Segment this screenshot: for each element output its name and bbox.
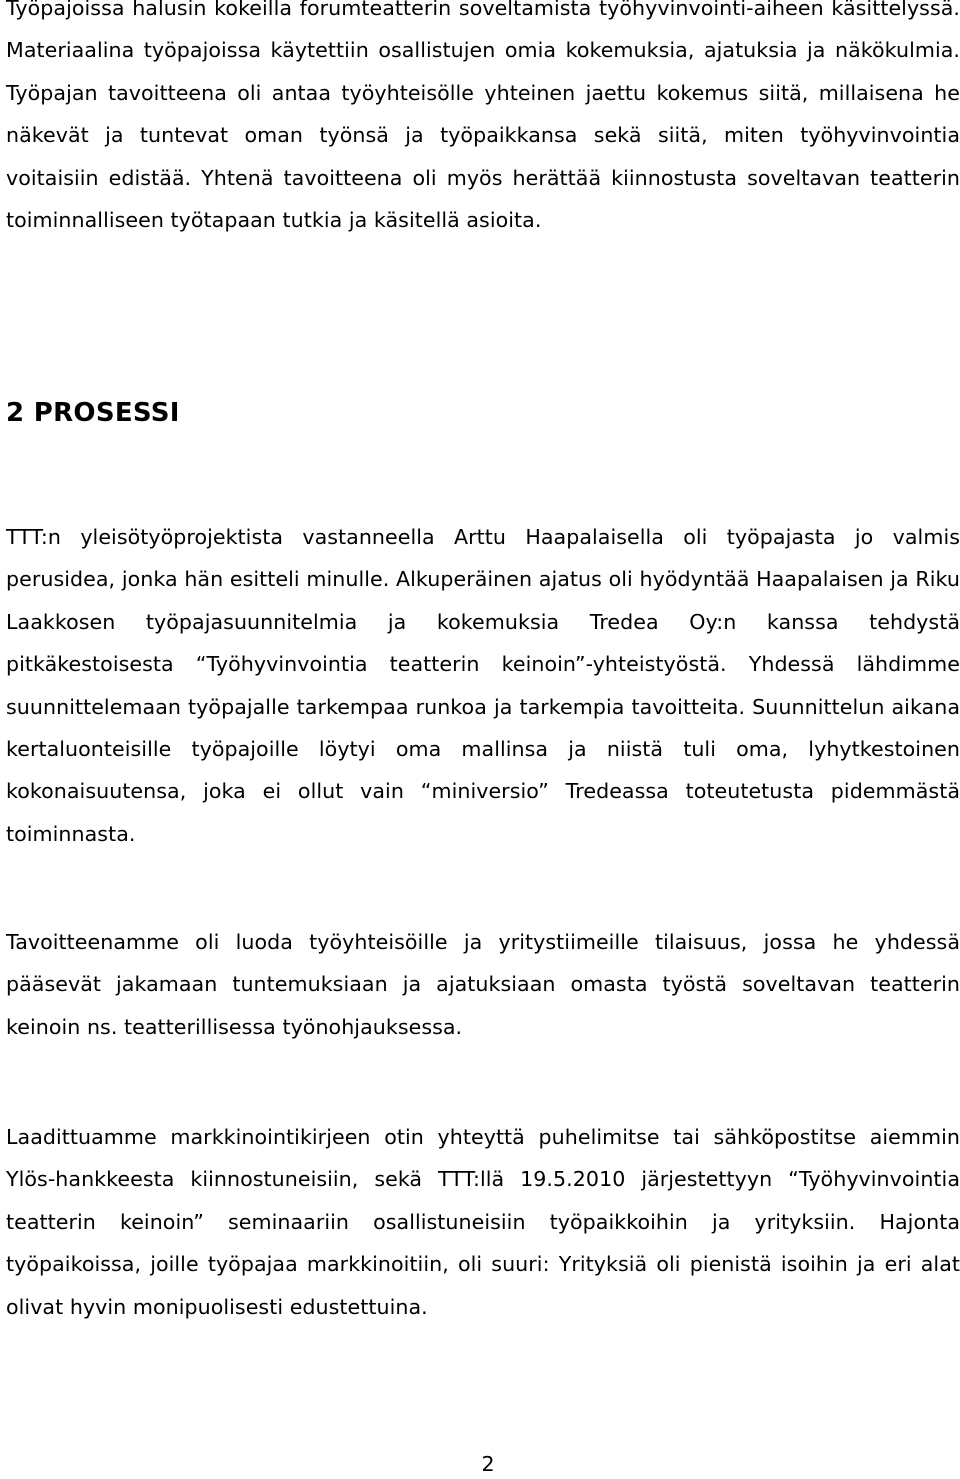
body-paragraph-process: TTT:n yleisötyöprojektista vastanneella Arttu Haapalaisella oli työpajasta jo valmis perusidea, jonka hän esitteli minulle. Alkuperäinen ajatus oli hyödyntää Haapalaisen ja Riku Laakkosen työpajasuunnitelmia ja kokemuksia Tredea Oy:n kanssa tehdystä pitkäkestoisesta “Työhyvinvointia teatterin keinoin”-yhteistyöstä. Yhdessä lähdimme suunnittelemaan työpajalle tarkempaa runkoa ja tarkempia tavoitteita. Suunnittelun aikana kertaluonteisille työpajoille löytyi oma mallinsa ja niistä tuli oma, lyhytkestoinen kokonaisuutensa, joka ei ollut vain “miniversio” Tredeassa toteutetusta pidemmästä toiminnasta.	[6, 525, 960, 846]
body-paragraph-goal: Tavoitteenamme oli luoda työyhteisöille ja yritystiimeille tilaisuus, jossa he yhdessä pääsevät jakamaan tuntemuksiaan ja ajatuksiaan omasta työstä soveltavan teatterin keinoin ns. teatterillisessa työnohjauksessa.	[6, 930, 960, 1039]
body-paragraph-intro: Työpajoissa halusin kokeilla forumteatterin soveltamista työhyvinvointi-aiheen käsittelyssä. Materiaalina työpajoissa käytettiin osallistujen omia kokemuksia, ajatuksia ja näkökulmia. Työpajan tavoitteena oli antaa työyhteisölle yhteinen jaettu kokemus siitä, millaisena he näkevät ja tuntevat oman työnsä ja työpaikkansa sekä siitä, miten työhyvinvointia voitaisiin edistää. Yhtenä tavoitteena oli myös herättää kiinnostusta soveltavan teatterin toiminnalliseen työtapaan tutkia ja käsitellä asioita.	[6, 0, 960, 233]
body-paragraph-marketing: Laadittuamme markkinointikirjeen otin yhteyttä puhelimitse tai sähköpostitse aiemmin Ylös-hankkeesta kiinnostuneisiin, sekä TTT:llä 19.5.2010 järjestettyyn “Työhyvinvointia teatterin keinoin” seminaariin osallistuneisiin työpaikkoihin ja yrityksiin. Hajonta työpaikoissa, joille työpajaa markkinoitiin, oli suuri: Yrityksiä oli pienistä isoihin ja eri alat olivat hyvin monipuolisesti edustettuina.	[6, 1125, 960, 1319]
page-number: 2	[481, 1452, 495, 1476]
section-heading: 2 PROSESSI	[6, 398, 180, 428]
